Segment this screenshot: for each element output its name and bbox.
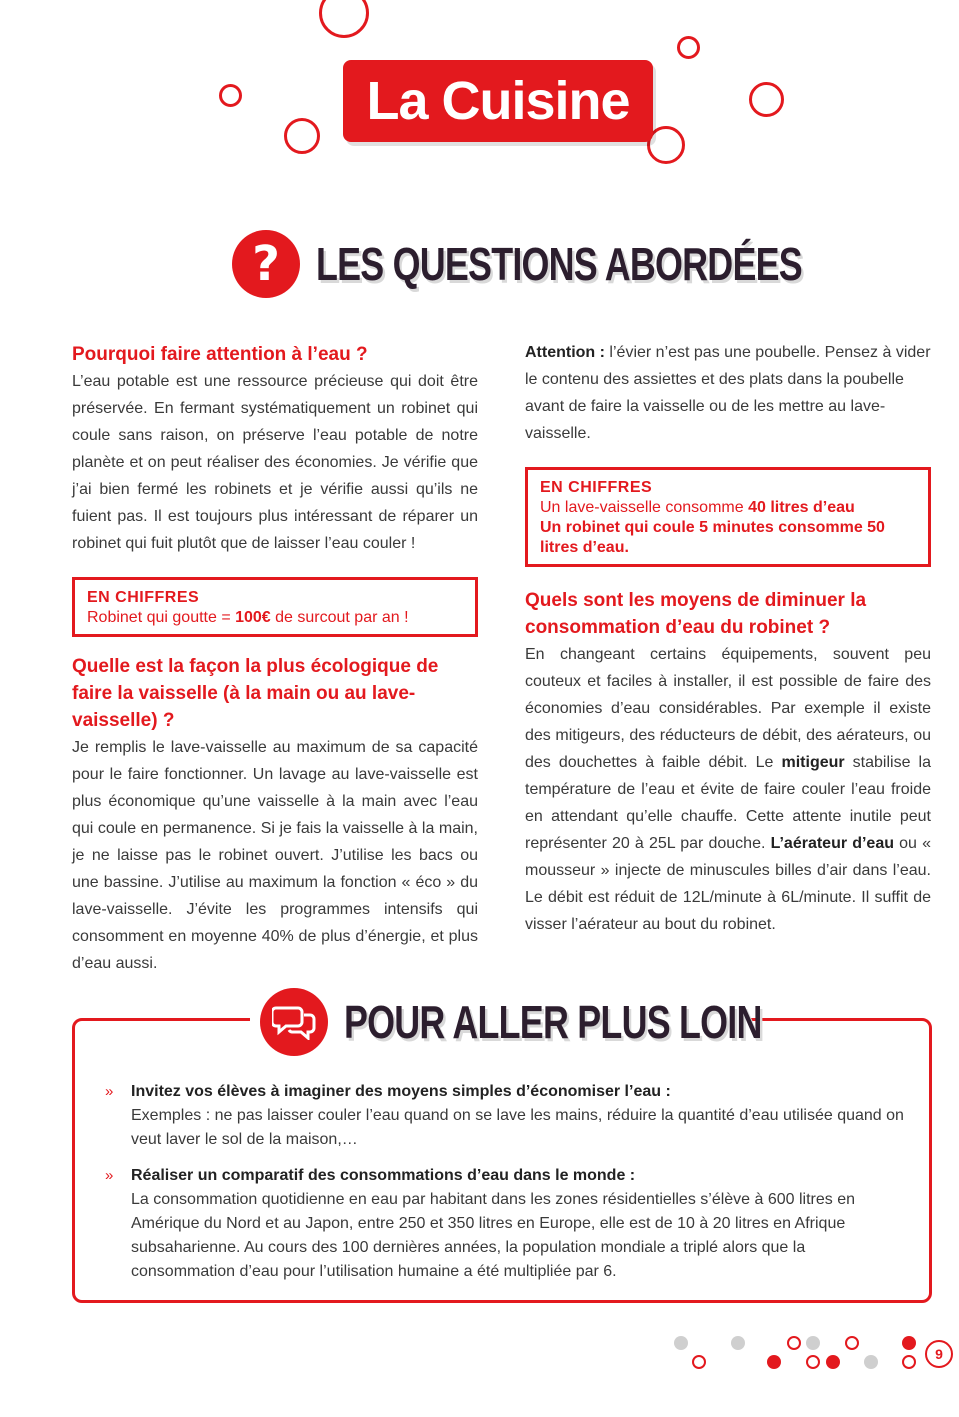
list-item-text: Exemples : ne pas laisser couler l’eau quand on se lave les mains, réduire la quantité d’eau utilisée quand on veut laver le sol de la maison,… bbox=[131, 1107, 904, 1148]
question-title: Pourquoi faire attention à l’eau ? bbox=[72, 344, 368, 365]
decor-circle bbox=[319, 0, 369, 38]
page-number: 9 bbox=[925, 1340, 953, 1368]
decor-circle bbox=[749, 82, 784, 117]
decor-dot bbox=[692, 1355, 706, 1369]
attention-text: Attention : l’évier n’est pas une poubelle. Pensez à vider le contenu des assiettes et des plats dans la poubelle avant de faire la vaisselle ou de les mettre au lave-vaisselle. bbox=[525, 344, 931, 442]
decor-dot bbox=[767, 1355, 781, 1369]
list-item-text: La consommation quotidienne en eau par habitant dans les zones résidentielles s’élève à 600 litres en Amérique du Nord et au Japon, entre 250 et 350 litres en Europe, elle est de 10 à 20 litres en Afrique subsaharienne. Au cours des 100 dernières années, la population mondiale a triplé alors que la consommation d’eau pour l’utilisation humaine a été multipliée par 6. bbox=[131, 1191, 856, 1280]
further-list bbox=[105, 1080, 905, 1296]
figures-box bbox=[525, 467, 931, 567]
question-title: Quelle est la façon la plus écologique de faire la vaisselle (à la main ou au lave-vaisselle) ? bbox=[72, 656, 439, 731]
decor-dot bbox=[864, 1355, 878, 1369]
further-heading bbox=[260, 988, 879, 1056]
bullet-mark: » bbox=[105, 1167, 114, 1184]
figures-box bbox=[72, 577, 478, 637]
further-heading-text: POUR ALLER PLUS LOIN bbox=[344, 996, 762, 1048]
figures-box-line: Un robinet qui coule 5 minutes consomme 50 litres d’eau. bbox=[540, 519, 885, 556]
left-column bbox=[72, 341, 478, 977]
decor-dot bbox=[902, 1355, 916, 1369]
decor-dot bbox=[845, 1336, 859, 1350]
page-title-box bbox=[343, 60, 653, 142]
decor-circle bbox=[677, 36, 700, 59]
decor-dot bbox=[731, 1336, 745, 1350]
list-item bbox=[105, 1164, 905, 1284]
questions-heading-text: LES QUESTIONS ABORDÉES bbox=[316, 238, 802, 290]
question-text: En changeant certains équipements, souvent peu couteux et faciles à installer, il est possible de faire des économies d’eau considérables. Par exemple il existe des mitigeurs, des réducteurs de débit, des aérateurs, ou des douchettes à faible débit. Le mitigeur stabilise la température de l’eau et évite de faire couler l’eau froide en attendant qu’elle chauffe. Cette attente inutile peut représenter 20 à 25L par douche. L’aérateur d’eau ou « mousseur » injecte de minuscules billes d’air dans l’eau. Le débit est réduit de 12L/minute à 6L/minute. Il suffit de visser l’aérateur au bout du robinet. bbox=[525, 646, 931, 933]
questions-heading bbox=[232, 230, 939, 298]
decor-dot bbox=[902, 1336, 916, 1350]
decor-dot bbox=[674, 1336, 688, 1350]
speech-bubbles-icon bbox=[260, 988, 328, 1056]
decor-circle bbox=[219, 84, 242, 107]
bullet-mark: » bbox=[105, 1083, 114, 1100]
list-item-title: Invitez vos élèves à imaginer des moyens simples d’économiser l’eau : bbox=[131, 1083, 671, 1100]
list-item-title: Réaliser un comparatif des consommations d’eau dans le monde : bbox=[131, 1167, 636, 1184]
right-column bbox=[525, 339, 931, 938]
question-text: L’eau potable est une ressource précieuse qui doit être préservée. En fermant systématiquement un robinet qui coule sans raison, on préserve l’eau potable de notre planète et on peut réaliser des économies. Je vérifie que j’ai bien fermé les robinets et je vérifie aussi qu’ils ne fuient pas. Il est toujours plus intéressant de réparer un robinet qui fuit plutôt que de laisser l’eau couler ! bbox=[72, 373, 478, 552]
decor-dot bbox=[806, 1336, 820, 1350]
list-item bbox=[105, 1080, 905, 1152]
question-title: Quels sont les moyens de diminuer la consommation d’eau du robinet ? bbox=[525, 590, 867, 638]
decor-dot bbox=[787, 1336, 801, 1350]
page-title: La Cuisine bbox=[366, 71, 630, 131]
figures-box-title: EN CHIFFRES bbox=[540, 479, 653, 496]
decor-dot bbox=[806, 1355, 820, 1369]
figures-box-title: EN CHIFFRES bbox=[87, 589, 200, 606]
decor-circle bbox=[284, 118, 320, 154]
question-text: Je remplis le lave-vaisselle au maximum de sa capacité pour le faire fonctionner. Un lavage au lave-vaisselle est plus économique qu’une vaisselle à la main avec l’eau qui coule en permanence. Si je fais la vaisselle à la main, je ne laisse pas le robinet ouvert. J’utilise les bacs ou une bassine. J’utilise au maximum la fonction « éco » du lave-vaisselle. J’évite les programmes intensifs qui consomment en moyenne 40% de plus d’énergie, et plus d’eau aussi. bbox=[72, 739, 478, 972]
figures-box-line: Un lave-vaisselle consomme 40 litres d’eau bbox=[540, 499, 855, 516]
question-icon: ? bbox=[232, 230, 300, 298]
decor-dot bbox=[826, 1355, 840, 1369]
figures-box-text: Robinet qui goutte = 100€ de surcout par an ! bbox=[87, 609, 409, 626]
